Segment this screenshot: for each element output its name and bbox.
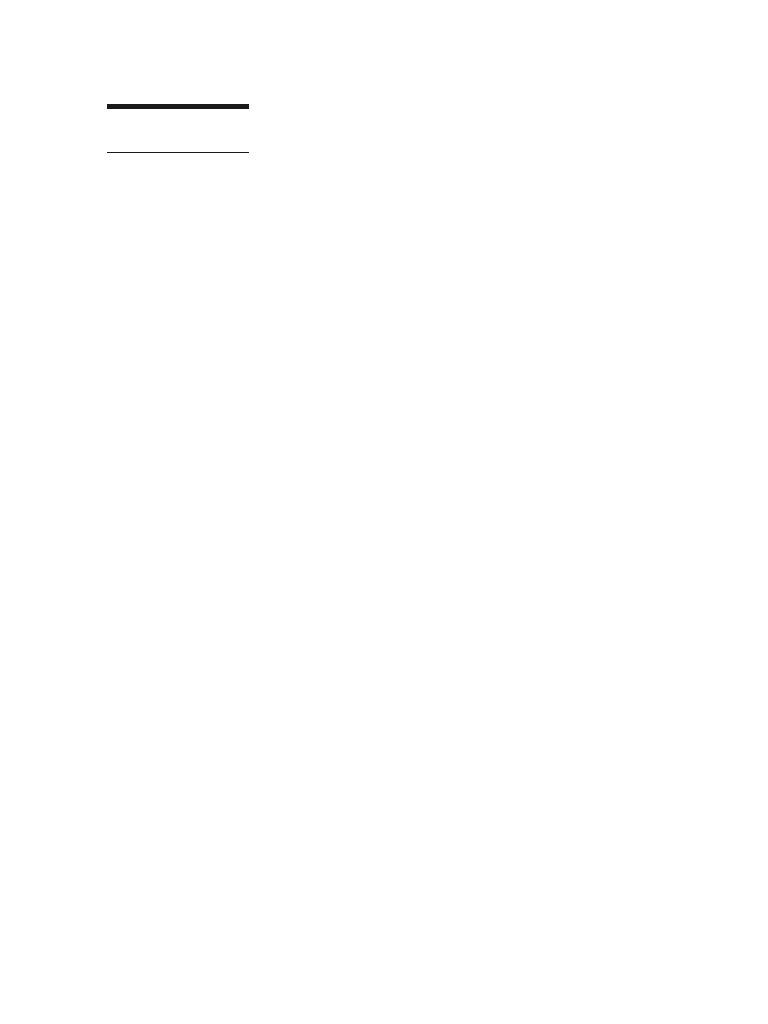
heading-top-rule — [107, 104, 249, 109]
part-heading — [107, 270, 182, 292]
heading-bottom-rule — [107, 152, 249, 153]
